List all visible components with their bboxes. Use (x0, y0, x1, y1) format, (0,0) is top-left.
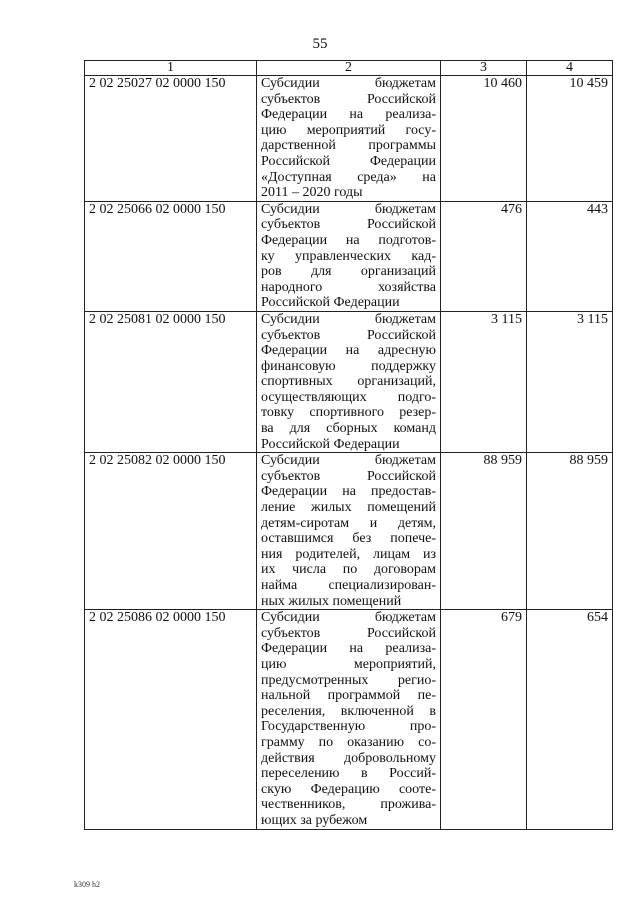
description-line: субъектов Российской (261, 327, 436, 343)
description-cell (257, 453, 441, 610)
amount-col3-cell: 476 (441, 201, 527, 311)
description-line: Субсидии бюджетам (261, 311, 436, 327)
description-line: чественников, прожива- (261, 797, 436, 813)
description-line: «Доступная среда» на (261, 169, 436, 185)
description-line: ва для сборных команд (261, 421, 436, 437)
description-cell (257, 201, 441, 311)
table-row (85, 453, 613, 610)
description-line: ку управленческих кад- (261, 248, 436, 264)
revenue-code-cell: 2 02 25086 02 0000 150 (85, 610, 257, 829)
column-header-3: 3 (441, 61, 527, 76)
description-line: спортивных организаций, (261, 374, 436, 390)
amount-col3-cell: 88 959 (441, 453, 527, 610)
description-line: дарственной программы (261, 138, 436, 154)
revenue-code-cell: 2 02 25027 02 0000 150 (85, 76, 257, 202)
description-line: цию мероприятий, (261, 656, 436, 672)
budget-table (84, 60, 613, 830)
description-line: грамму по оказанию со- (261, 734, 436, 750)
amount-col3-cell: 10 460 (441, 76, 527, 202)
description-line: ющих за рубежом (261, 812, 368, 828)
description-line: нальной программой пе- (261, 688, 436, 704)
description-line: Государственную про- (261, 719, 436, 735)
description-line: Субсидии бюджетам (261, 453, 436, 469)
amount-col4-cell: 3 115 (527, 311, 613, 452)
footer-mark: k309 h2 (74, 880, 100, 889)
column-header-4: 4 (527, 61, 613, 76)
description-line: предусмотренных регио- (261, 672, 436, 688)
description-line: скую Федерацию сооте- (261, 781, 436, 797)
description-line: Федерации на реализа- (261, 107, 436, 123)
description-line: народного хозяйства (261, 279, 436, 295)
table-row (85, 76, 613, 202)
revenue-code-cell: 2 02 25081 02 0000 150 (85, 311, 257, 452)
description-line: субъектов Российской (261, 91, 436, 107)
description-line: 2011 – 2020 годы (261, 185, 363, 201)
description-line: Субсидии бюджетам (261, 76, 436, 91)
description-line: реселения, включенной в (261, 703, 436, 719)
amount-col3-cell: 3 115 (441, 311, 527, 452)
description-line: Российской Федерации (261, 153, 436, 169)
description-line: ных жилых помещений (261, 593, 402, 609)
description-line: ление жилых помещений (261, 500, 436, 516)
description-line: Федерации на реализа- (261, 641, 436, 657)
description-line: Российской Федерации (261, 436, 400, 452)
amount-col4-cell: 443 (527, 201, 613, 311)
description-line: Федерации на подготов- (261, 232, 436, 248)
description-line: оставшимся без попече- (261, 531, 436, 547)
description-line: Субсидии бюджетам (261, 201, 436, 217)
description-cell (257, 610, 441, 829)
description-line: Федерации на предостав- (261, 484, 436, 500)
description-line: ния родителей, лицам из (261, 546, 436, 562)
amount-col4-cell: 88 959 (527, 453, 613, 610)
amount-col4-cell: 654 (527, 610, 613, 829)
description-line: их числа по договорам (261, 562, 436, 578)
table-row (85, 311, 613, 452)
table-body (85, 76, 613, 830)
page-number: 55 (312, 36, 328, 52)
description-line: субъектов Российской (261, 468, 436, 484)
description-line: Российской Федерации (261, 295, 400, 311)
description-line: субъектов Российской (261, 217, 436, 233)
description-cell (257, 76, 441, 202)
table-header-row (85, 61, 613, 76)
description-line: найма специализирован- (261, 578, 436, 593)
description-line: переселению в Россий- (261, 766, 436, 782)
revenue-code-cell: 2 02 25082 02 0000 150 (85, 453, 257, 610)
description-line: Субсидии бюджетам (261, 610, 436, 626)
description-line: Федерации на адресную (261, 343, 436, 359)
description-line: товку спортивного резер- (261, 405, 436, 421)
description-line: действия добровольному (261, 750, 436, 766)
table-row (85, 610, 613, 829)
revenue-code-cell: 2 02 25066 02 0000 150 (85, 201, 257, 311)
description-line: детям-сиротам и детям, (261, 515, 436, 531)
amount-col4-cell: 10 459 (527, 76, 613, 202)
amount-col3-cell: 679 (441, 610, 527, 829)
column-header-2: 2 (257, 61, 441, 76)
description-line: финансовую поддержку (261, 358, 436, 374)
description-cell (257, 311, 441, 452)
table-row (85, 201, 613, 311)
description-line: ров для организаций (261, 264, 436, 280)
description-line: осуществляющих подго- (261, 389, 436, 405)
description-line: цию мероприятий госу- (261, 122, 436, 138)
description-line: субъектов Российской (261, 625, 436, 641)
column-header-1: 1 (85, 61, 257, 76)
